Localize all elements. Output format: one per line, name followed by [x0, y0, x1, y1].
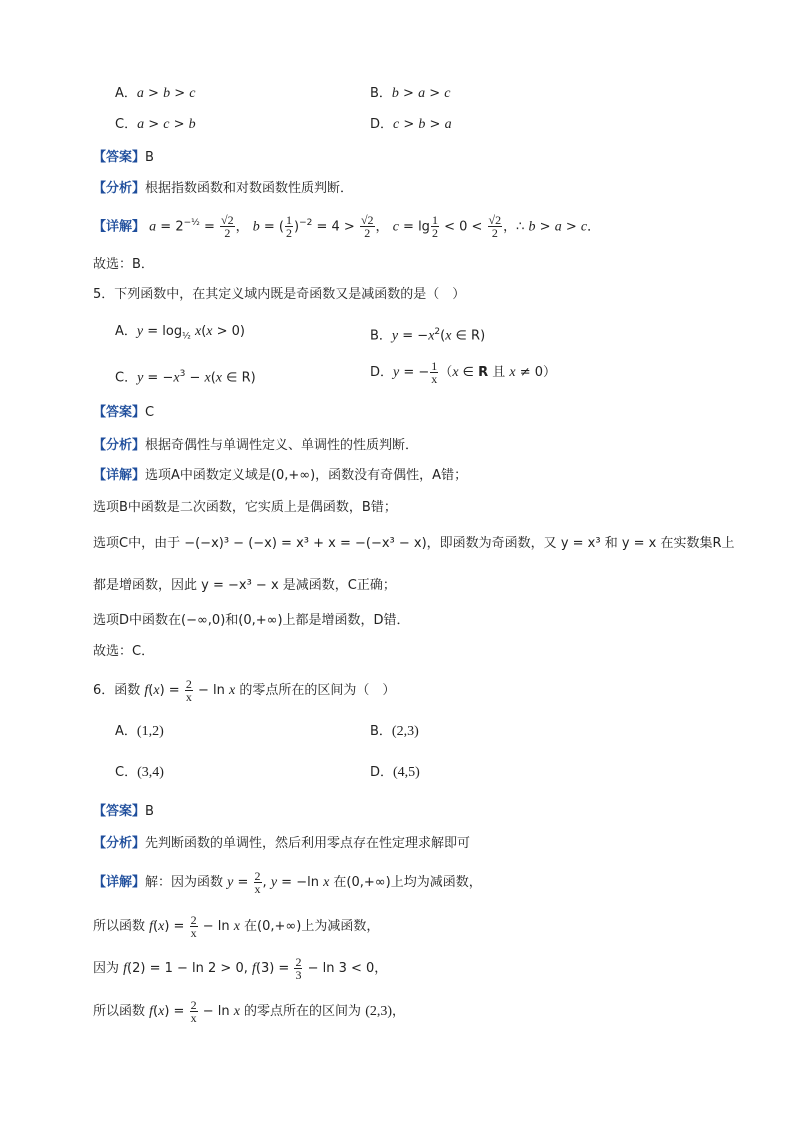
q5-option-d: D．y = − $\frac{1}{x}$ （x ∈ R 且 x ≠ 0） [370, 359, 557, 386]
q6-analysis: 【分析】先判断函数的单调性，然后利用零点存在性定理求解即可 [93, 836, 471, 851]
q5-detail-4: 都是增函数，因此 y = −x³ − x 是减函数，C正确； [93, 578, 396, 593]
q6-answer: 【答案】B [93, 804, 154, 819]
q6-option-c: C．(3,4) [115, 765, 164, 780]
q6-option-b: B．(2,3) [370, 724, 419, 739]
q5-option-b: B．$y = -x^2(x$ ∈ R) [370, 327, 486, 344]
q6-detail-2: 所以函数 f(x) = $\frac{2}{x}$ − ln x 在(0,+∞)上为减函数， [93, 913, 380, 940]
q4-detail: 【详解】 $a = 2^{-\frac{1}{2}}$ = $\frac{√2}{2}$ ， b = ( $\frac{1}{2}$ )$^{-2}$ = 4 > $\frac{√2}{2}$ ， c = lg $\frac{1}{2}$ < 0 < $\frac{√2}{2}$ ，∴ b > a > c． [93, 213, 601, 241]
q4-answer: 【答案】B [93, 150, 154, 165]
q5-detail-3: 选项C中，由于 −(−x)³ − (−x) = x³ + x = −(−x³ − x)，即函数为奇函数，又 y = x³ 和 y = x 在实数集R上 [93, 536, 735, 551]
q5-option-a: A．$y = \log_{\frac{1}{2}} x(x > 0)$ [115, 324, 245, 342]
q5-answer: 【答案】C [93, 405, 155, 420]
q5-stem: 5．下列函数中，在其定义域内既是奇函数又是减函数的是（ ） [93, 287, 466, 302]
q6-option-d: D．(4,5) [370, 765, 420, 780]
q5-detail-2: 选项B中函数是二次函数，它实质上是偶函数，B错； [93, 500, 397, 515]
q6-detail-4: 所以函数 f(x) = $\frac{2}{x}$ − ln x 的零点所在的区间为 (2,3)， [93, 998, 406, 1025]
q5-option-c: C．$y = -x^3 - x(x$ ∈ R) [115, 369, 256, 386]
q6-stem: 6．函数 f(x) = $\frac{2}{x}$ − ln x 的零点所在的区间为（ ） [93, 677, 396, 704]
q4-option-d: D．c > b > a [370, 117, 452, 132]
q5-choose: 故选：C． [93, 644, 155, 659]
q5-detail-1: 【详解】选项A中函数定义域是(0,+∞)，函数没有奇偶性，A错； [93, 468, 468, 483]
q6-detail-3: 因为 f(2) = 1 − ln 2 > 0, f(3) = $\frac{2}{3}$ − ln 3 < 0， [93, 955, 388, 982]
q5-analysis: 【分析】根据奇偶性与单调性定义、单调性的性质判断． [93, 438, 419, 453]
q6-option-a: A．(1,2) [115, 724, 164, 739]
q4-option-b: B．b > a > c [370, 86, 451, 101]
q4-option-a: A．a > b > c [115, 86, 196, 101]
q4-option-c: C．a > c > b [115, 117, 196, 132]
q4-choose: 故选：B． [93, 257, 154, 272]
q6-detail-1: 【详解】解：因为函数 y = $\frac{2}{x}$ , y = −ln x 在(0,+∞)上均为减函数， [93, 869, 482, 896]
q5-detail-5: 选项D中函数在(−∞,0)和(0,+∞)上都是增函数，D错． [93, 613, 410, 628]
q4-analysis: 【分析】根据指数函数和对数函数性质判断． [93, 181, 354, 196]
